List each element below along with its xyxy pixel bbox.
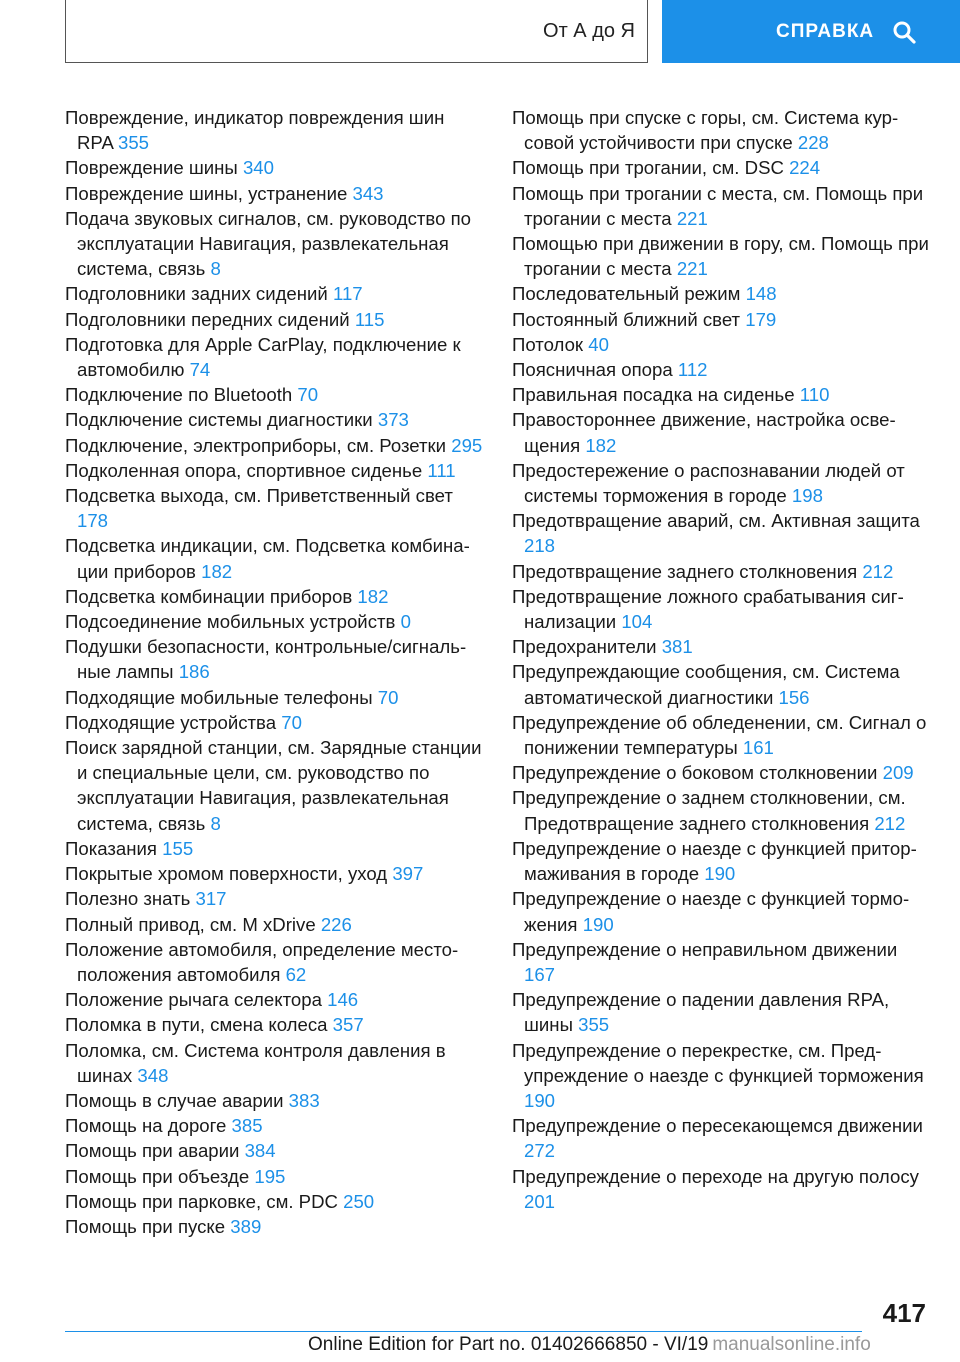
- index-entry: [65, 861, 485, 886]
- tab-a-to-z-label: От А до Я: [543, 19, 635, 42]
- index-page-link[interactable]: 384: [244, 1140, 276, 1162]
- help-button[interactable]: [662, 0, 960, 63]
- index-entry-text: Помощь при парковке, см. PDC: [65, 1190, 338, 1212]
- index-page-link[interactable]: 62: [285, 963, 307, 985]
- index-entry: [512, 407, 932, 457]
- index-entry: [65, 710, 485, 735]
- index-page-link[interactable]: 190: [704, 863, 736, 885]
- index-page-link[interactable]: 201: [524, 1190, 556, 1212]
- index-page-link[interactable]: 40: [588, 333, 609, 355]
- index-page-link[interactable]: 221: [676, 207, 708, 229]
- index-entry-text: Потолок: [512, 333, 584, 355]
- index-page-link[interactable]: 110: [799, 384, 830, 406]
- index-entry-text: Поломка, см. Система контроля давления в шинах: [65, 1039, 446, 1086]
- index-entry-text: Показания: [65, 837, 157, 859]
- index-entry-text: Повреждение шины: [65, 157, 238, 179]
- index-column-left: [65, 105, 485, 1239]
- index-page-link[interactable]: 156: [778, 686, 810, 708]
- index-page-link[interactable]: 179: [745, 308, 777, 330]
- index-page-link[interactable]: 218: [524, 535, 556, 557]
- index-page-link[interactable]: 226: [320, 913, 352, 935]
- index-page-link[interactable]: 397: [392, 863, 424, 885]
- index-page-link[interactable]: 186: [178, 661, 210, 683]
- index-entry-text: Подходящие устройства: [65, 711, 277, 733]
- index-column-right: [512, 105, 932, 1214]
- index-entry-text: Помощь при пуске: [65, 1215, 226, 1237]
- index-entry-text: Покрытые хромом поверхности, уход: [65, 863, 388, 885]
- index-entry-text: Полезно знать: [65, 888, 191, 910]
- index-entry-text: Последовательный режим: [512, 283, 741, 305]
- index-entry: [512, 836, 932, 886]
- index-entry: [65, 987, 485, 1012]
- index-entry: [512, 332, 932, 357]
- index-entry: [512, 458, 932, 508]
- index-entry-text: Поиск зарядной станции, см. Зарядные станции и специальные цели, см. руководство по эксплуатации Навигация, развлекательная система, связь: [65, 737, 482, 834]
- index-entry-text: Предохранители: [512, 636, 657, 658]
- index-entry-text: Предотвращение заднего столкновения: [512, 560, 858, 582]
- index-page-link[interactable]: 70: [281, 711, 302, 733]
- index-entry-text: Предупреждение о наезде с функцией торможения: [512, 888, 910, 935]
- index-entry: [512, 710, 932, 760]
- index-entry: [512, 181, 932, 231]
- index-entry-text: Помощь при трогании с места, см. Помощь при трогании с места: [512, 182, 924, 229]
- index-page-link[interactable]: 148: [745, 283, 777, 305]
- index-entry-text: Предупреждение о наезде с функцией притормаживания в городе: [512, 837, 917, 885]
- footer-edition: Online Edition for Part no. 01402666850 - VI/19: [308, 1334, 709, 1355]
- index-entry-text: Предупреждение об обледенении, см. Сигнал о понижении температуры: [512, 711, 927, 759]
- index-entry: [512, 1164, 932, 1214]
- index-entry-text: Положение автомобиля, определение местоположения автомобиля: [65, 938, 459, 985]
- index-entry: [65, 105, 485, 155]
- index-entry: [512, 508, 932, 558]
- index-page-link[interactable]: 0: [400, 611, 411, 633]
- index-page-link[interactable]: 317: [195, 888, 227, 910]
- index-entry-text: Подголовники передних сидений: [65, 308, 350, 330]
- index-entry: [512, 987, 932, 1037]
- index-page-link[interactable]: 146: [327, 989, 359, 1011]
- index-entry: [65, 307, 485, 332]
- index-page-link[interactable]: 182: [201, 560, 233, 582]
- index-page-link[interactable]: 385: [231, 1115, 263, 1137]
- index-entry: [512, 231, 932, 281]
- index-entry-text: Предотвращение ложного срабатывания сигнализации: [512, 585, 904, 633]
- index-entry-text: Подушки безопасности, контрольные/сигнальные лампы: [65, 636, 467, 683]
- index-entry-text: Помощь при спуске с горы, см. Система курсовой устойчивости при спуске: [512, 107, 899, 154]
- index-entry: [512, 1038, 932, 1114]
- index-entry-text: Постоянный ближний свет: [512, 308, 741, 330]
- index-entry-text: Подключение, электроприборы, см. Розетки: [65, 434, 447, 456]
- index-page-link[interactable]: 167: [524, 963, 556, 985]
- index-entry-text: Поломка в пути, смена колеса: [65, 1014, 328, 1036]
- index-page-link[interactable]: 70: [297, 384, 319, 406]
- index-entry: [65, 181, 485, 206]
- index-entry: [65, 886, 485, 911]
- index-page-link[interactable]: 155: [162, 837, 194, 859]
- index-page-link[interactable]: 178: [77, 510, 109, 532]
- index-entry-text: Помощь при аварии: [65, 1140, 240, 1162]
- index-entry-text: Подсоединение мобильных устройств: [65, 611, 396, 633]
- page-number: 417: [882, 1298, 926, 1328]
- footer: [308, 1334, 871, 1356]
- index-entry: [512, 760, 932, 785]
- index-page-link[interactable]: 221: [676, 258, 708, 280]
- index-entry-text: Подколенная опора, спортивное сиденье: [65, 459, 423, 481]
- index-entry-text: Правильная посадка на сиденье: [512, 384, 795, 406]
- index-page-link[interactable]: 348: [137, 1064, 169, 1086]
- index-entry: [512, 659, 932, 709]
- index-entry-text: Предупреждение о перекрестке, см. Предупреждение о наезде с функцией торможения: [512, 1039, 924, 1086]
- index-entry: [65, 1214, 485, 1239]
- index-entry: [65, 735, 485, 836]
- index-page-link[interactable]: 355: [118, 132, 150, 154]
- index-page-link[interactable]: 272: [524, 1140, 556, 1162]
- index-entry-text: Помощь при трогании, см. DSC: [512, 157, 784, 179]
- index-entry: [65, 458, 485, 483]
- index-page-link[interactable]: 8: [210, 812, 221, 834]
- index-entry-text: Повреждение шины, устранение: [65, 182, 348, 204]
- index-entry: [65, 912, 485, 937]
- index-entry: [512, 357, 932, 382]
- index-entry: [65, 206, 485, 282]
- index-page-link[interactable]: 8: [210, 258, 221, 280]
- index-entry: [512, 105, 932, 155]
- index-entry: [65, 407, 485, 432]
- index-entry: [65, 609, 485, 634]
- index-page-link[interactable]: 195: [254, 1165, 286, 1187]
- index-page-link[interactable]: 190: [524, 1089, 556, 1111]
- index-entry: [65, 332, 485, 382]
- index-entry-text: Помощью при движении в гору, см. Помощь при трогании с места: [512, 233, 929, 280]
- index-page-link[interactable]: 381: [661, 636, 693, 658]
- index-entry: [65, 483, 485, 533]
- index-page-link[interactable]: 117: [333, 283, 363, 305]
- index-entry: [512, 559, 932, 584]
- index-page-link[interactable]: 190: [582, 913, 614, 935]
- index-entry: [65, 1012, 485, 1037]
- index-page-link[interactable]: 373: [377, 409, 409, 431]
- index-entry-text: Подходящие мобильные телефоны: [65, 686, 373, 708]
- index-entry: [512, 307, 932, 332]
- index-entry-text: Подсветка индикации, см. Подсветка комбинации приборов: [65, 535, 470, 582]
- index-entry: [65, 433, 485, 458]
- index-page-link[interactable]: 357: [332, 1014, 364, 1036]
- index-page-link[interactable]: 228: [797, 132, 829, 154]
- index-entry-text: Предупреждение о боковом столкновении: [512, 762, 878, 784]
- index-entry-text: Повреждение, индикатор повреждения шин RPA: [65, 107, 445, 154]
- index-page-link[interactable]: 212: [862, 560, 894, 582]
- index-page-link[interactable]: 389: [230, 1215, 262, 1237]
- index-entry: [65, 281, 485, 306]
- footer-site: manualsonline.info: [712, 1334, 871, 1355]
- index-page-link[interactable]: 182: [585, 434, 617, 456]
- index-entry: [512, 281, 932, 306]
- index-entry: [65, 1164, 485, 1189]
- index-entry: [65, 155, 485, 180]
- index-entry: [65, 836, 485, 861]
- index-page-link[interactable]: 383: [288, 1089, 320, 1111]
- index-entry-text: Полный привод, см. M xDrive: [65, 913, 316, 935]
- index-entry-text: Подсветка выхода, см. Приветственный свет: [65, 485, 453, 507]
- index-page-link[interactable]: 115: [354, 308, 385, 330]
- index-page-link[interactable]: 182: [357, 585, 389, 607]
- index-entry: [65, 533, 485, 583]
- index-entry: [512, 584, 932, 634]
- index-entry-text: Предупреждение о неправильном движении: [512, 938, 898, 960]
- index-entry-text: Подголовники задних сидений: [65, 283, 328, 305]
- index-page-link[interactable]: 111: [427, 459, 456, 481]
- footer-divider: [65, 1331, 862, 1332]
- index-entry: [512, 785, 932, 835]
- index-entry: [512, 382, 932, 407]
- index-entry: [512, 1113, 932, 1163]
- index-page-link[interactable]: 212: [874, 812, 906, 834]
- index-page-link[interactable]: 295: [451, 434, 483, 456]
- index-entry-text: Подключение по Bluetooth: [65, 384, 293, 406]
- index-entry-text: Предостережение о распознавании людей от системы торможения в городе: [512, 459, 905, 507]
- index-entry-text: Подсветка комбинации приборов: [65, 585, 353, 607]
- index-entry: [65, 1138, 485, 1163]
- index-entry-text: Предупреждение о пересекающемся движении: [512, 1115, 923, 1137]
- index-entry: [65, 1038, 485, 1088]
- search-icon: [892, 20, 916, 44]
- index-page-link[interactable]: 74: [189, 359, 211, 381]
- index-entry-text: Предотвращение аварий, см. Активная защита: [512, 510, 920, 532]
- index-entry-text: Предупреждение о переходе на другую полосу: [512, 1165, 919, 1187]
- index-page-link[interactable]: 198: [791, 485, 823, 507]
- tab-a-to-z[interactable]: [65, 0, 648, 63]
- index-entry-text: Предупреждающие сообщения, см. Система автоматической диагностики: [512, 661, 900, 708]
- index-entry: [65, 685, 485, 710]
- index-page-link[interactable]: 104: [621, 611, 653, 633]
- index-entry: [512, 937, 932, 987]
- index-entry: [65, 937, 485, 987]
- index-entry-text: Предупреждение о падении давления RPA, шины: [512, 989, 890, 1036]
- index-entry-text: Помощь при объезде: [65, 1165, 250, 1187]
- index-entry-text: Помощь в случае аварии: [65, 1089, 284, 1111]
- index-entry: [65, 382, 485, 407]
- index-entry-text: Правостороннее движение, настройка освещения: [512, 409, 896, 456]
- index-entry-text: Помощь на дороге: [65, 1115, 227, 1137]
- index-page-link[interactable]: 250: [343, 1190, 375, 1212]
- index-page-link[interactable]: 355: [578, 1014, 610, 1036]
- index-entry-text: Подача звуковых сигналов, см. руководство по эксплуатации Навигация, развлекательная система, связь: [65, 207, 472, 280]
- index-page-link[interactable]: 70: [377, 686, 399, 708]
- index-page-link[interactable]: 224: [789, 157, 821, 179]
- index-page-link[interactable]: 161: [742, 737, 774, 759]
- index-entry: [65, 1189, 485, 1214]
- index-entry-text: Подключение системы диагностики: [65, 409, 373, 431]
- index-entry-text: Поясничная опора: [512, 359, 673, 381]
- index-entry-text: Положение рычага селектора: [65, 989, 322, 1011]
- index-page-link[interactable]: 340: [242, 157, 274, 179]
- index-entry-text: Предупреждение о заднем столкновении, см. Предотвращение заднего столкновения: [512, 787, 906, 834]
- index-entry: [65, 634, 485, 684]
- help-label: СПРАВКА: [776, 20, 875, 42]
- index-entry: [512, 886, 932, 936]
- index-entry: [512, 155, 932, 180]
- index-entry: [65, 1113, 485, 1138]
- index-page-link[interactable]: 112: [677, 359, 708, 381]
- index-entry-text: Подготовка для Apple CarPlay, подключение к автомобилю: [65, 333, 461, 381]
- index-page-link[interactable]: 209: [882, 762, 914, 784]
- index-page-link[interactable]: 343: [352, 182, 384, 204]
- index-entry: [65, 584, 485, 609]
- index-entry: [512, 634, 932, 659]
- index-entry: [65, 1088, 485, 1113]
